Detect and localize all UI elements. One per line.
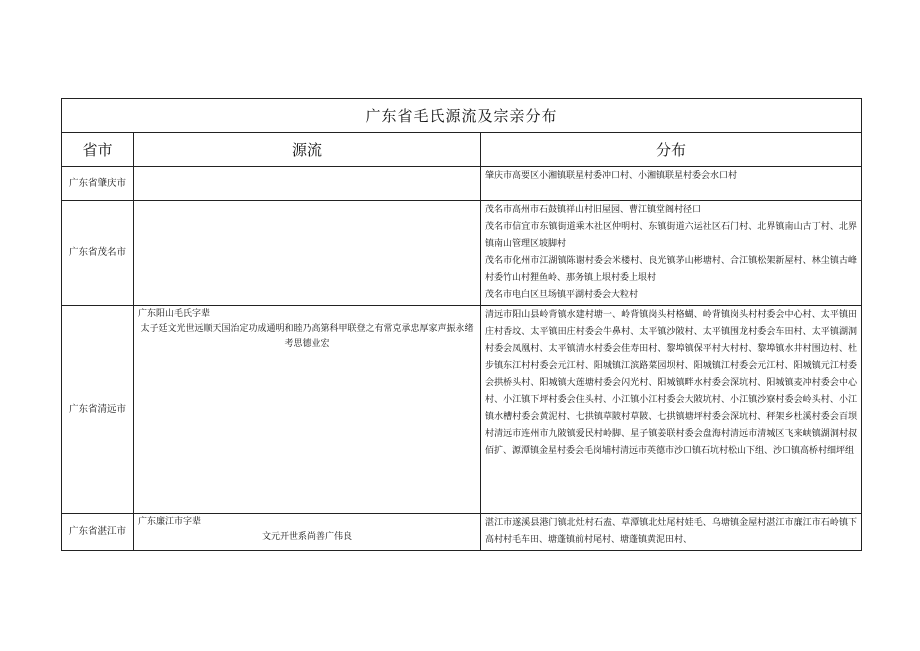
- table-title: 广东省毛氏源流及宗亲分布: [62, 99, 862, 133]
- title-row: [62, 99, 862, 133]
- province-city-cell: 广东省清远市: [62, 306, 134, 514]
- table-row: [62, 514, 862, 551]
- distribution-line: 茂名市化州市江湖镇陈谢村委会米楼村、良光镇茅山彬塘村、合江镇松架新屋村、林尘镇古峰村委竹山村狸鱼岭、那务镇上垠村委上垠村: [485, 256, 858, 283]
- distribution-cell: [481, 201, 862, 306]
- origin-cell: [134, 514, 481, 551]
- origin-cell: [134, 306, 481, 514]
- distribution-cell: [481, 306, 862, 514]
- header-province-city: 省市: [62, 133, 134, 167]
- header-row: [62, 133, 862, 167]
- header-origin: 源流: [134, 133, 481, 167]
- distribution-line: 茂名市电白区旦场镇平湖村委会大粒村: [485, 290, 639, 300]
- distribution-line: 茂名市信宜市东镇街道乘木社区仲明村、东镇街道六运社区石门村、北界镇南山古丁村、北界镇南山管理区坡脚村: [485, 222, 858, 249]
- province-city-cell: 广东省茂名市: [62, 201, 134, 306]
- origin-cell: [134, 201, 481, 306]
- distribution-line: 茂名市高州市石鼓镇祥山村旧屋园、曹江镇堂阁村径口: [485, 205, 702, 215]
- origin-verse: 太子廷文光世远顺天国治定功成通明和睦乃高第科甲联登之有常克承忠厚家声振永绪考思德业宏: [140, 324, 474, 349]
- table-row: [62, 201, 862, 306]
- distribution-cell: [481, 167, 862, 201]
- distribution-line: 清远市阳山县岭背镇水建村塘一、岭背镇岗头村格蝴、岭背镇岗头村村委会中心村、太平镇田庄村香坟、太平镇田庄村委会牛鼻村、太平镇沙陂村、太平镇围龙村委会车田村、太平镇湖洞村委会凤凰村、太平镇清水村委会佳寿田村、黎埠镇保平村大村村、黎埠镇水井村围边村、杜步镇东江村村委会元江村、阳城镇江滨路菜园坝村、阳城镇江村委会元江村、阳城镇元江村委会拱桥头村、阳城镇大莲塘村委会闪光村、阳城镇畔水村委会深坑村、阳城镇麦冲村委会中心村、小江镇下坪村委会住头村、小江镇小江村委会大陂坑村、小江镇沙寮村委会岭头村、小江镇水槽村委会黄泥村、七拱镇草陂村草陂、七拱镇塘坪村委会深坑村、秤架乡杜溪村委会百坝村清远市连州市九陂镇爱民村岭脚、星子镇姜联村委会盘海村清远市清城区飞来峡镇湖洞村叔佰扩、源潭镇金星村委会毛岗埔村清远市英德市沙口镇石坑村松山下组、沙口镇高桥村细坪组: [485, 310, 858, 456]
- distribution-line: 肇庆市高要区小湘镇联星村委冲口村、小湘镇联星村委会水口村: [485, 171, 738, 181]
- origin-cell: [134, 167, 481, 201]
- province-city-cell: 广东省湛江市: [62, 514, 134, 551]
- header-distribution: 分布: [481, 133, 862, 167]
- origin-verse: 文元开世系尚善广伟良: [261, 532, 352, 542]
- province-city-cell: 广东省肇庆市: [62, 167, 134, 201]
- table-row: [62, 167, 862, 201]
- document-sheet: [61, 98, 861, 551]
- distribution-cell: [481, 514, 862, 551]
- genealogy-table: [61, 98, 862, 551]
- origin-heading: 广东廉江市字辈: [138, 517, 202, 527]
- table-row: [62, 306, 862, 514]
- distribution-line: 湛江市遂溪县港门镇北灶村石盍、草潭镇北灶尾村娃毛、乌塘镇金屋村湛江市廉江市石岭镇下高村村毛车田、塘蓬镇前村尾村、塘蓬镇黄泥田村、: [485, 518, 858, 545]
- origin-heading: 广东阳山毛氏字辈: [138, 309, 211, 319]
